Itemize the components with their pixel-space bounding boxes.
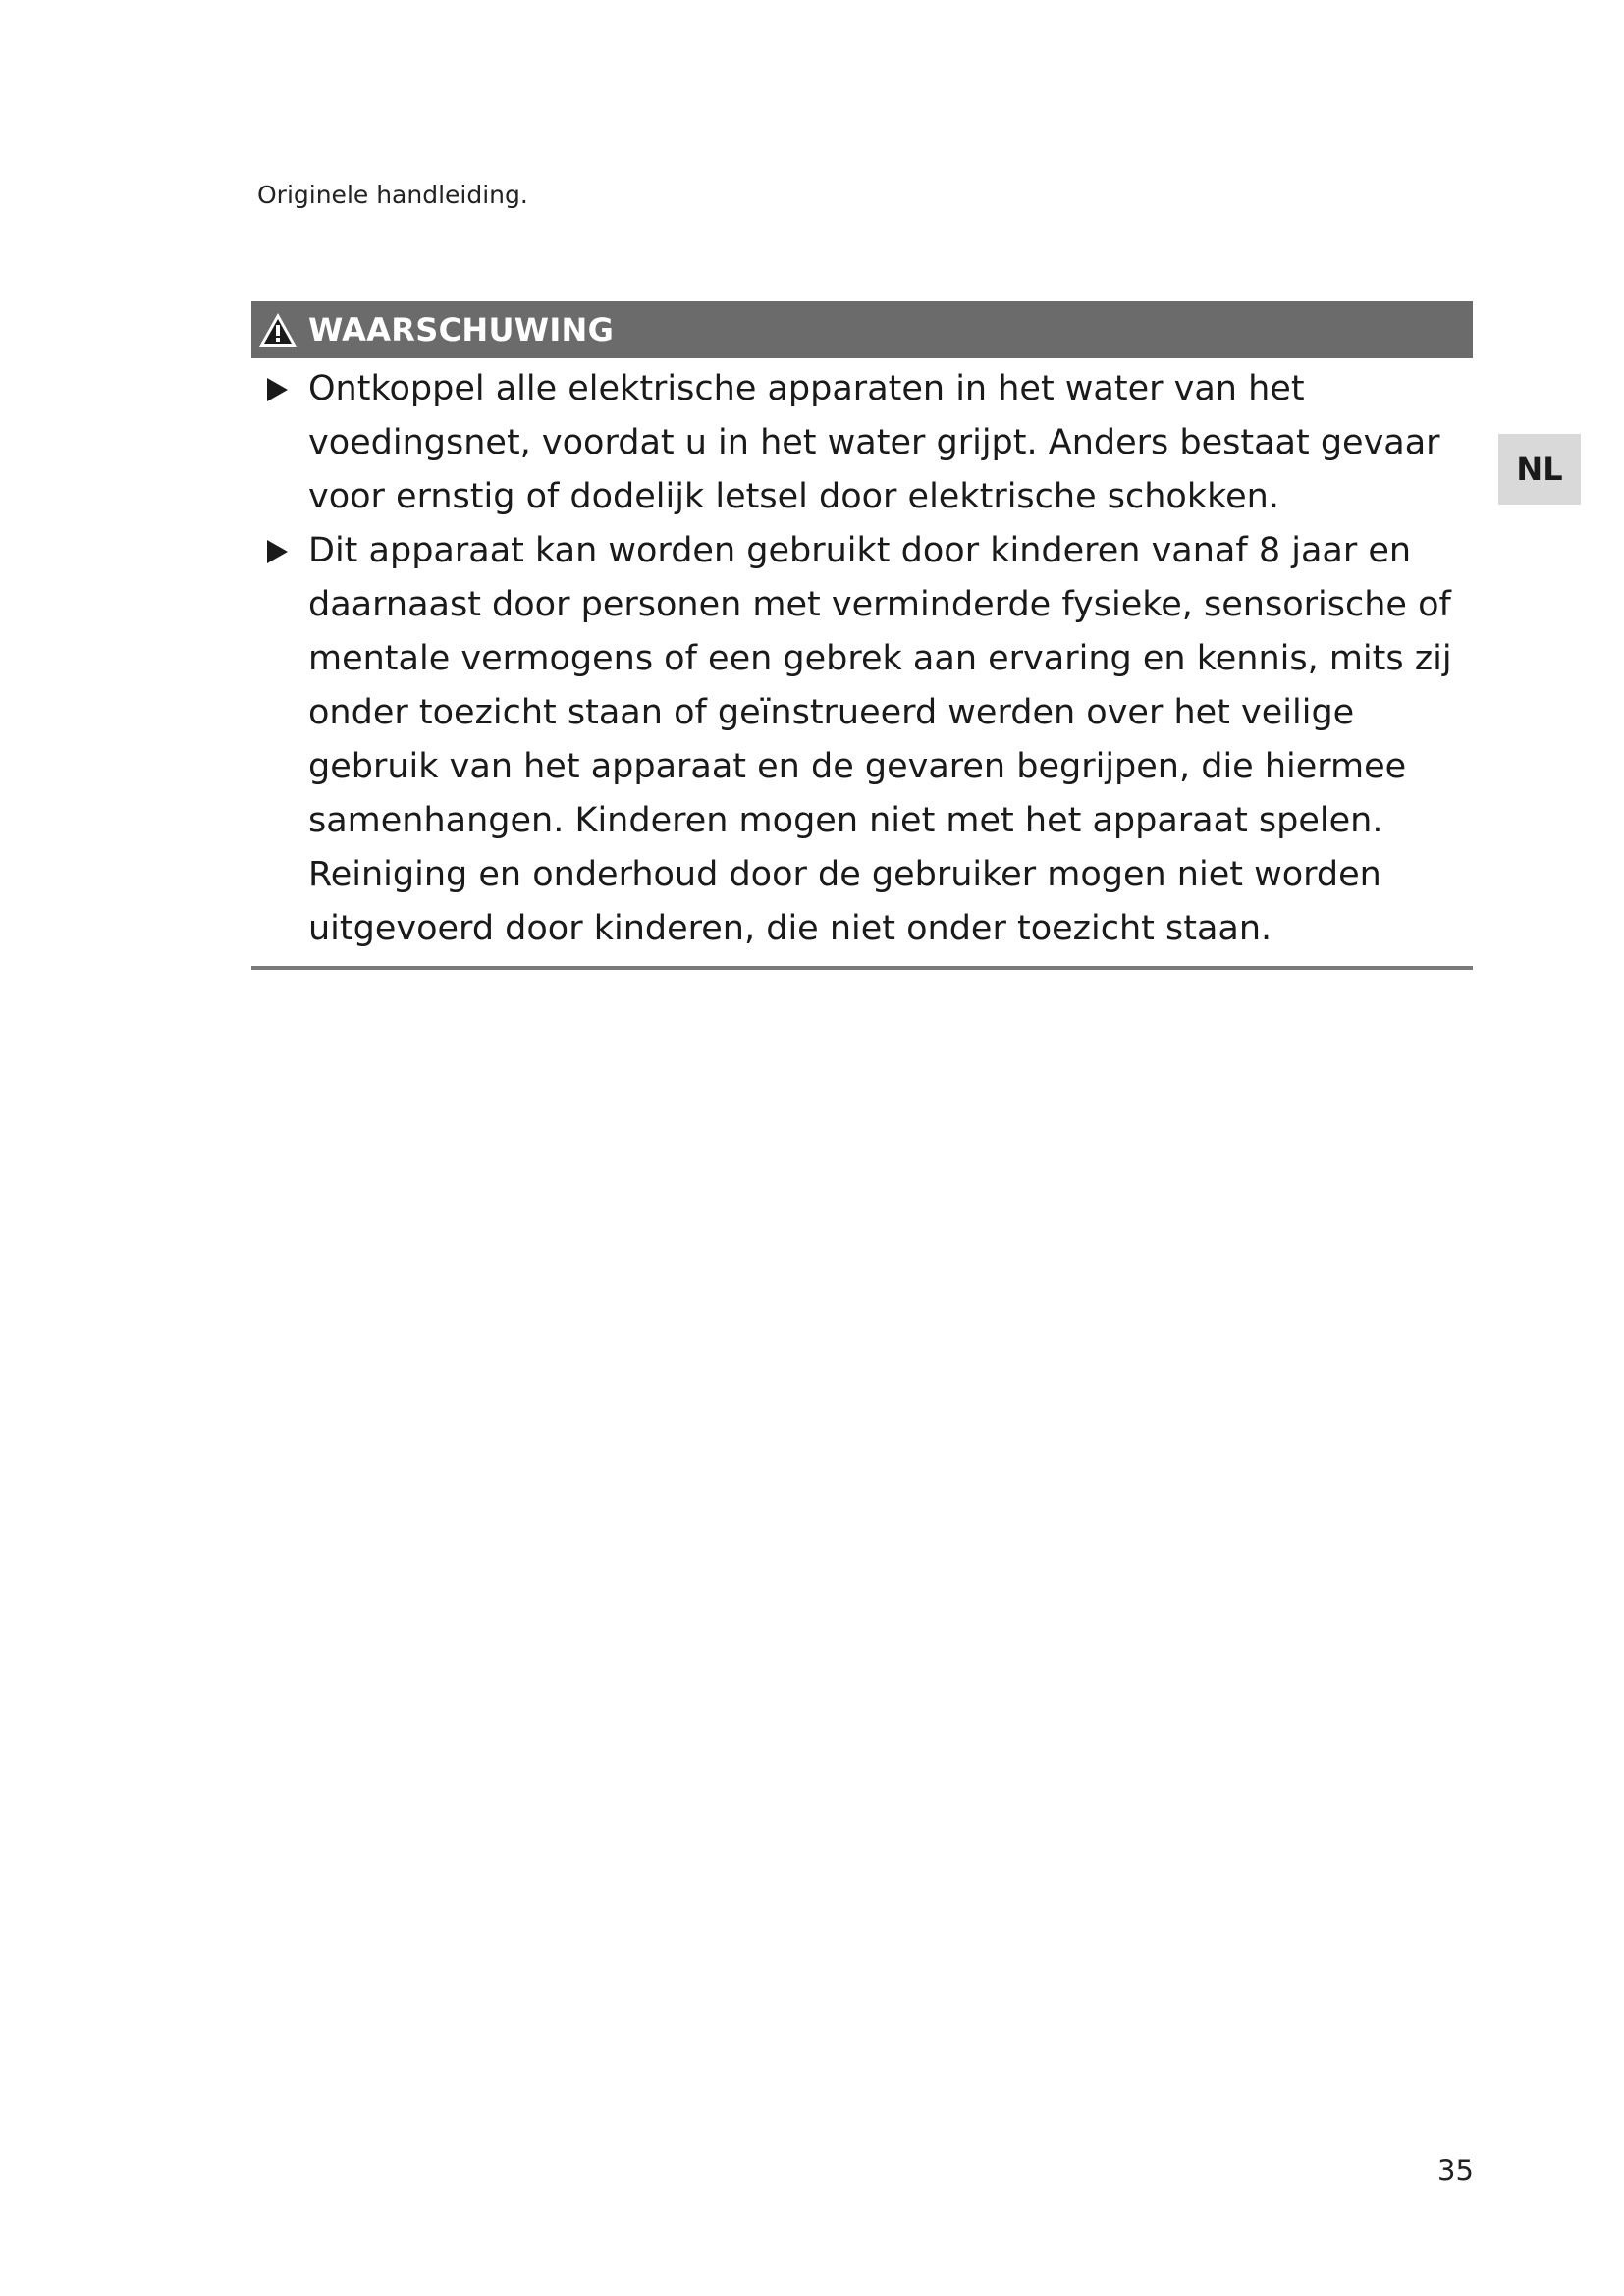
warning-triangle-icon bbox=[257, 311, 298, 348]
warning-list bbox=[251, 362, 1473, 956]
triangle-bullet-icon bbox=[265, 539, 289, 564]
language-tab bbox=[1498, 434, 1581, 505]
warning-item bbox=[251, 362, 1473, 524]
document-header-note: Originele handleiding. bbox=[257, 181, 528, 209]
language-tab-label: NL bbox=[1516, 451, 1563, 488]
warning-item-text: Dit apparaat kan worden gebruikt door kinderen vanaf 8 jaar en daarnaast door personen met verminderde fysieke, sensorische of mentale vermogens of een gebrek aan ervaring en kennis, mits zij onder toezicht staan of geïnstrueerd werden over het veilige gebruik van het apparaat en de gevaren begrijpen, die hiermee samenhangen. Kinderen mogen niet met het apparaat spelen. Reiniging en onderhoud door de gebruiker mogen niet worden uitgevoerd door kinderen, die niet onder toezicht staan. bbox=[308, 531, 1452, 948]
warning-bottom-rule bbox=[251, 966, 1473, 970]
warning-title: WAARSCHUWING bbox=[308, 311, 615, 348]
warning-header-bar bbox=[251, 301, 1473, 358]
warning-block bbox=[251, 301, 1473, 970]
warning-item bbox=[251, 524, 1473, 956]
triangle-bullet-icon bbox=[265, 377, 289, 402]
warning-item-text: Ontkoppel alle elektrische apparaten in het water van het voedingsnet, voordat u in het water grijpt. Anders bestaat gevaar voor ernstig of dodelijk letsel door elektrische schokken. bbox=[308, 369, 1440, 516]
page-number: 35 bbox=[1437, 2154, 1474, 2187]
